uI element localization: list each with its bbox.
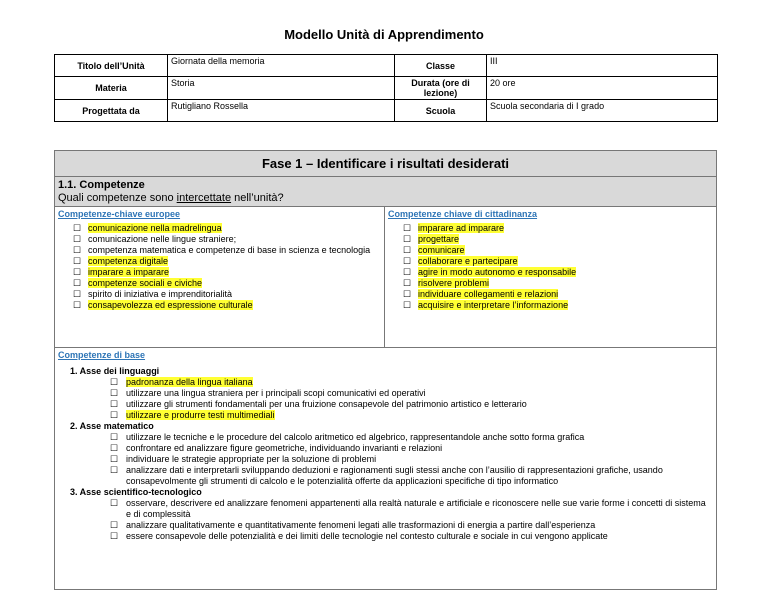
checkbox-icon: ☐ xyxy=(110,531,119,541)
checkbox-icon: ☐ xyxy=(73,267,82,277)
checkbox-item xyxy=(403,267,716,278)
progettata-value: Rutigliano Rossella xyxy=(168,100,395,122)
checkbox-item-label: confrontare ed analizzare figure geometriche, individuando invarianti e relazioni xyxy=(126,443,443,453)
unit-info-table xyxy=(54,54,718,122)
checkbox-icon: ☐ xyxy=(110,520,119,530)
checkbox-item xyxy=(110,410,713,421)
competenze-columns xyxy=(55,207,716,348)
checkbox-item-label: padronanza della lingua italiana xyxy=(126,377,253,387)
checkbox-icon: ☐ xyxy=(403,289,412,299)
checkbox-item-label: comunicazione nella madrelingua xyxy=(88,223,222,233)
checkbox-item-label: analizzare dati e interpretarli sviluppando deduzioni e ragionamenti sugli stessi anche con l’ausilio di rappresentazioni grafiche, usando consapevolmente gli strumenti di calcolo e le potenzialità offerte da applicazioni specifiche di tipo informatico xyxy=(126,465,663,486)
checkbox-item-label: progettare xyxy=(418,234,460,244)
materia-value: Storia xyxy=(168,77,395,100)
checkbox-item xyxy=(403,234,716,245)
checkbox-item xyxy=(110,388,713,399)
checkbox-item-label: consapevolezza ed espressione culturale xyxy=(88,300,253,310)
checkbox-icon: ☐ xyxy=(110,454,119,464)
checkbox-item-label: collaborare e partecipare xyxy=(418,256,518,266)
phase-title: Fase 1 – Identificare i risultati desiderati xyxy=(55,151,716,177)
checkbox-icon: ☐ xyxy=(403,267,412,277)
competenze-question xyxy=(58,192,713,205)
checkbox-item-label: imparare ad imparare xyxy=(418,223,505,233)
checkbox-item-label: utilizzare una lingua straniera per i principali scopi comunicativi ed operativi xyxy=(126,388,426,398)
checkbox-item-label: imparare a imparare xyxy=(88,267,170,277)
checkbox-item xyxy=(110,531,713,542)
asse-title: 2. Asse matematico xyxy=(70,421,154,431)
question-post: nell’unità? xyxy=(231,192,284,204)
checkbox-item-label: comunicazione nelle lingue straniere; xyxy=(88,234,237,244)
checkbox-item xyxy=(403,300,716,311)
checkbox-icon: ☐ xyxy=(403,278,412,288)
checkbox-item xyxy=(110,498,713,520)
progettata-label: Progettata da xyxy=(55,100,168,122)
checkbox-item xyxy=(403,278,716,289)
checkbox-icon: ☐ xyxy=(73,245,82,255)
checkbox-item-label: agire in modo autonomo e responsabile xyxy=(418,267,577,277)
checkbox-item-label: utilizzare gli strumenti fondamentali per una fruizione consapevole del patrimonio artistico e letterario xyxy=(126,399,527,409)
question-underlined: intercettate xyxy=(176,192,232,204)
checkbox-icon: ☐ xyxy=(110,399,119,409)
checkbox-icon: ☐ xyxy=(73,234,82,244)
checkbox-icon: ☐ xyxy=(403,234,412,244)
checkbox-item-label: competenze sociali e civiche xyxy=(88,278,203,288)
checkbox-icon: ☐ xyxy=(73,256,82,266)
checkbox-item-label: spirito di iniziativa e imprenditorialità xyxy=(88,289,233,299)
checkbox-icon: ☐ xyxy=(110,432,119,442)
checkbox-item xyxy=(110,454,713,465)
checkbox-item xyxy=(403,245,716,256)
europee-list xyxy=(55,223,384,311)
checkbox-icon: ☐ xyxy=(110,465,119,475)
base-heading: Competenze di base xyxy=(58,350,146,360)
checkbox-item xyxy=(73,267,384,278)
checkbox-item xyxy=(110,520,713,531)
checkbox-item xyxy=(73,278,384,289)
checkbox-item xyxy=(73,223,384,234)
checkbox-item xyxy=(73,234,384,245)
checkbox-item xyxy=(110,377,713,388)
checkbox-icon: ☐ xyxy=(73,300,82,310)
checkbox-item-label: analizzare qualitativamente e quantitativamente fenomeni legati alle trasformazioni di energia a partire dall’esperienza xyxy=(126,520,596,530)
document-title: Modello Unità di Apprendimento xyxy=(284,27,484,42)
checkbox-icon: ☐ xyxy=(403,223,412,233)
checkbox-icon: ☐ xyxy=(403,300,412,310)
competenze-heading: 1.1. Competenze xyxy=(58,179,145,191)
scuola-label: Scuola xyxy=(395,100,487,122)
cittadinanza-list xyxy=(385,223,716,311)
checkbox-icon: ☐ xyxy=(110,377,119,387)
checkbox-item-label: utilizzare le tecniche e le procedure del calcolo aritmetico ed algebrico, rappresentandole anche sotto forma grafica xyxy=(126,432,585,442)
question-pre: Quali competenze sono xyxy=(58,192,177,204)
asse-items xyxy=(58,377,713,421)
checkbox-icon: ☐ xyxy=(403,256,412,266)
checkbox-icon: ☐ xyxy=(110,498,119,508)
titolo-value: Giornata della memoria xyxy=(168,55,395,77)
europee-heading: Competenze-chiave europee xyxy=(58,209,181,219)
checkbox-item xyxy=(73,300,384,311)
asse-title: 1. Asse dei linguaggi xyxy=(70,366,160,376)
assi-list xyxy=(58,366,713,542)
asse-items xyxy=(58,432,713,487)
checkbox-item xyxy=(110,399,713,410)
checkbox-icon: ☐ xyxy=(73,278,82,288)
checkbox-item-label: utilizzare e produrre testi multimediali xyxy=(126,410,275,420)
durata-value: 20 ore xyxy=(487,77,718,100)
checkbox-item-label: comunicare xyxy=(418,245,465,255)
competenze-base-section xyxy=(55,348,716,544)
checkbox-item xyxy=(110,465,713,487)
checkbox-icon: ☐ xyxy=(110,388,119,398)
checkbox-item-label: individuare le strategie appropriate per la soluzione di problemi xyxy=(126,454,377,464)
checkbox-icon: ☐ xyxy=(73,289,82,299)
europee-column xyxy=(55,207,385,347)
checkbox-item xyxy=(73,245,384,256)
checkbox-item xyxy=(73,289,384,300)
scuola-value: Scuola secondaria di I grado xyxy=(487,100,718,122)
checkbox-item-label: individuare collegamenti e relazioni xyxy=(418,289,559,299)
cittadinanza-column xyxy=(385,207,716,347)
titolo-label: Titolo dell’Unità xyxy=(55,55,168,77)
checkbox-item-label: osservare, descrivere ed analizzare fenomeni appartenenti alla realtà naturale e artificiale e riconoscere nelle sue varie forme i concetti di sistema e di complessità xyxy=(126,498,706,519)
classe-label: Classe xyxy=(395,55,487,77)
checkbox-item-label: essere consapevole delle potenzialità e dei limiti delle tecnologie nel contesto culturale e sociale in cui vengono applicate xyxy=(126,531,608,541)
checkbox-item xyxy=(403,289,716,300)
checkbox-item xyxy=(110,432,713,443)
competenze-header xyxy=(55,177,716,207)
phase-1-section xyxy=(54,150,717,590)
checkbox-item xyxy=(110,443,713,454)
durata-label: Durata (ore di lezione) xyxy=(395,77,487,100)
asse-items xyxy=(58,498,713,542)
checkbox-item xyxy=(73,256,384,267)
checkbox-item xyxy=(403,256,716,267)
classe-value: III xyxy=(487,55,718,77)
checkbox-item-label: acquisire e interpretare l’informazione xyxy=(418,300,569,310)
checkbox-icon: ☐ xyxy=(403,245,412,255)
checkbox-item-label: competenza matematica e competenze di base in scienza e tecnologia xyxy=(88,245,371,255)
checkbox-item xyxy=(403,223,716,234)
checkbox-icon: ☐ xyxy=(110,410,119,420)
checkbox-item-label: competenza digitale xyxy=(88,256,169,266)
materia-label: Materia xyxy=(55,77,168,100)
checkbox-item-label: risolvere problemi xyxy=(418,278,490,288)
checkbox-icon: ☐ xyxy=(110,443,119,453)
cittadinanza-heading: Competenze chiave di cittadinanza xyxy=(388,209,538,219)
asse-title: 3. Asse scientifico-tecnologico xyxy=(70,487,202,497)
checkbox-icon: ☐ xyxy=(73,223,82,233)
